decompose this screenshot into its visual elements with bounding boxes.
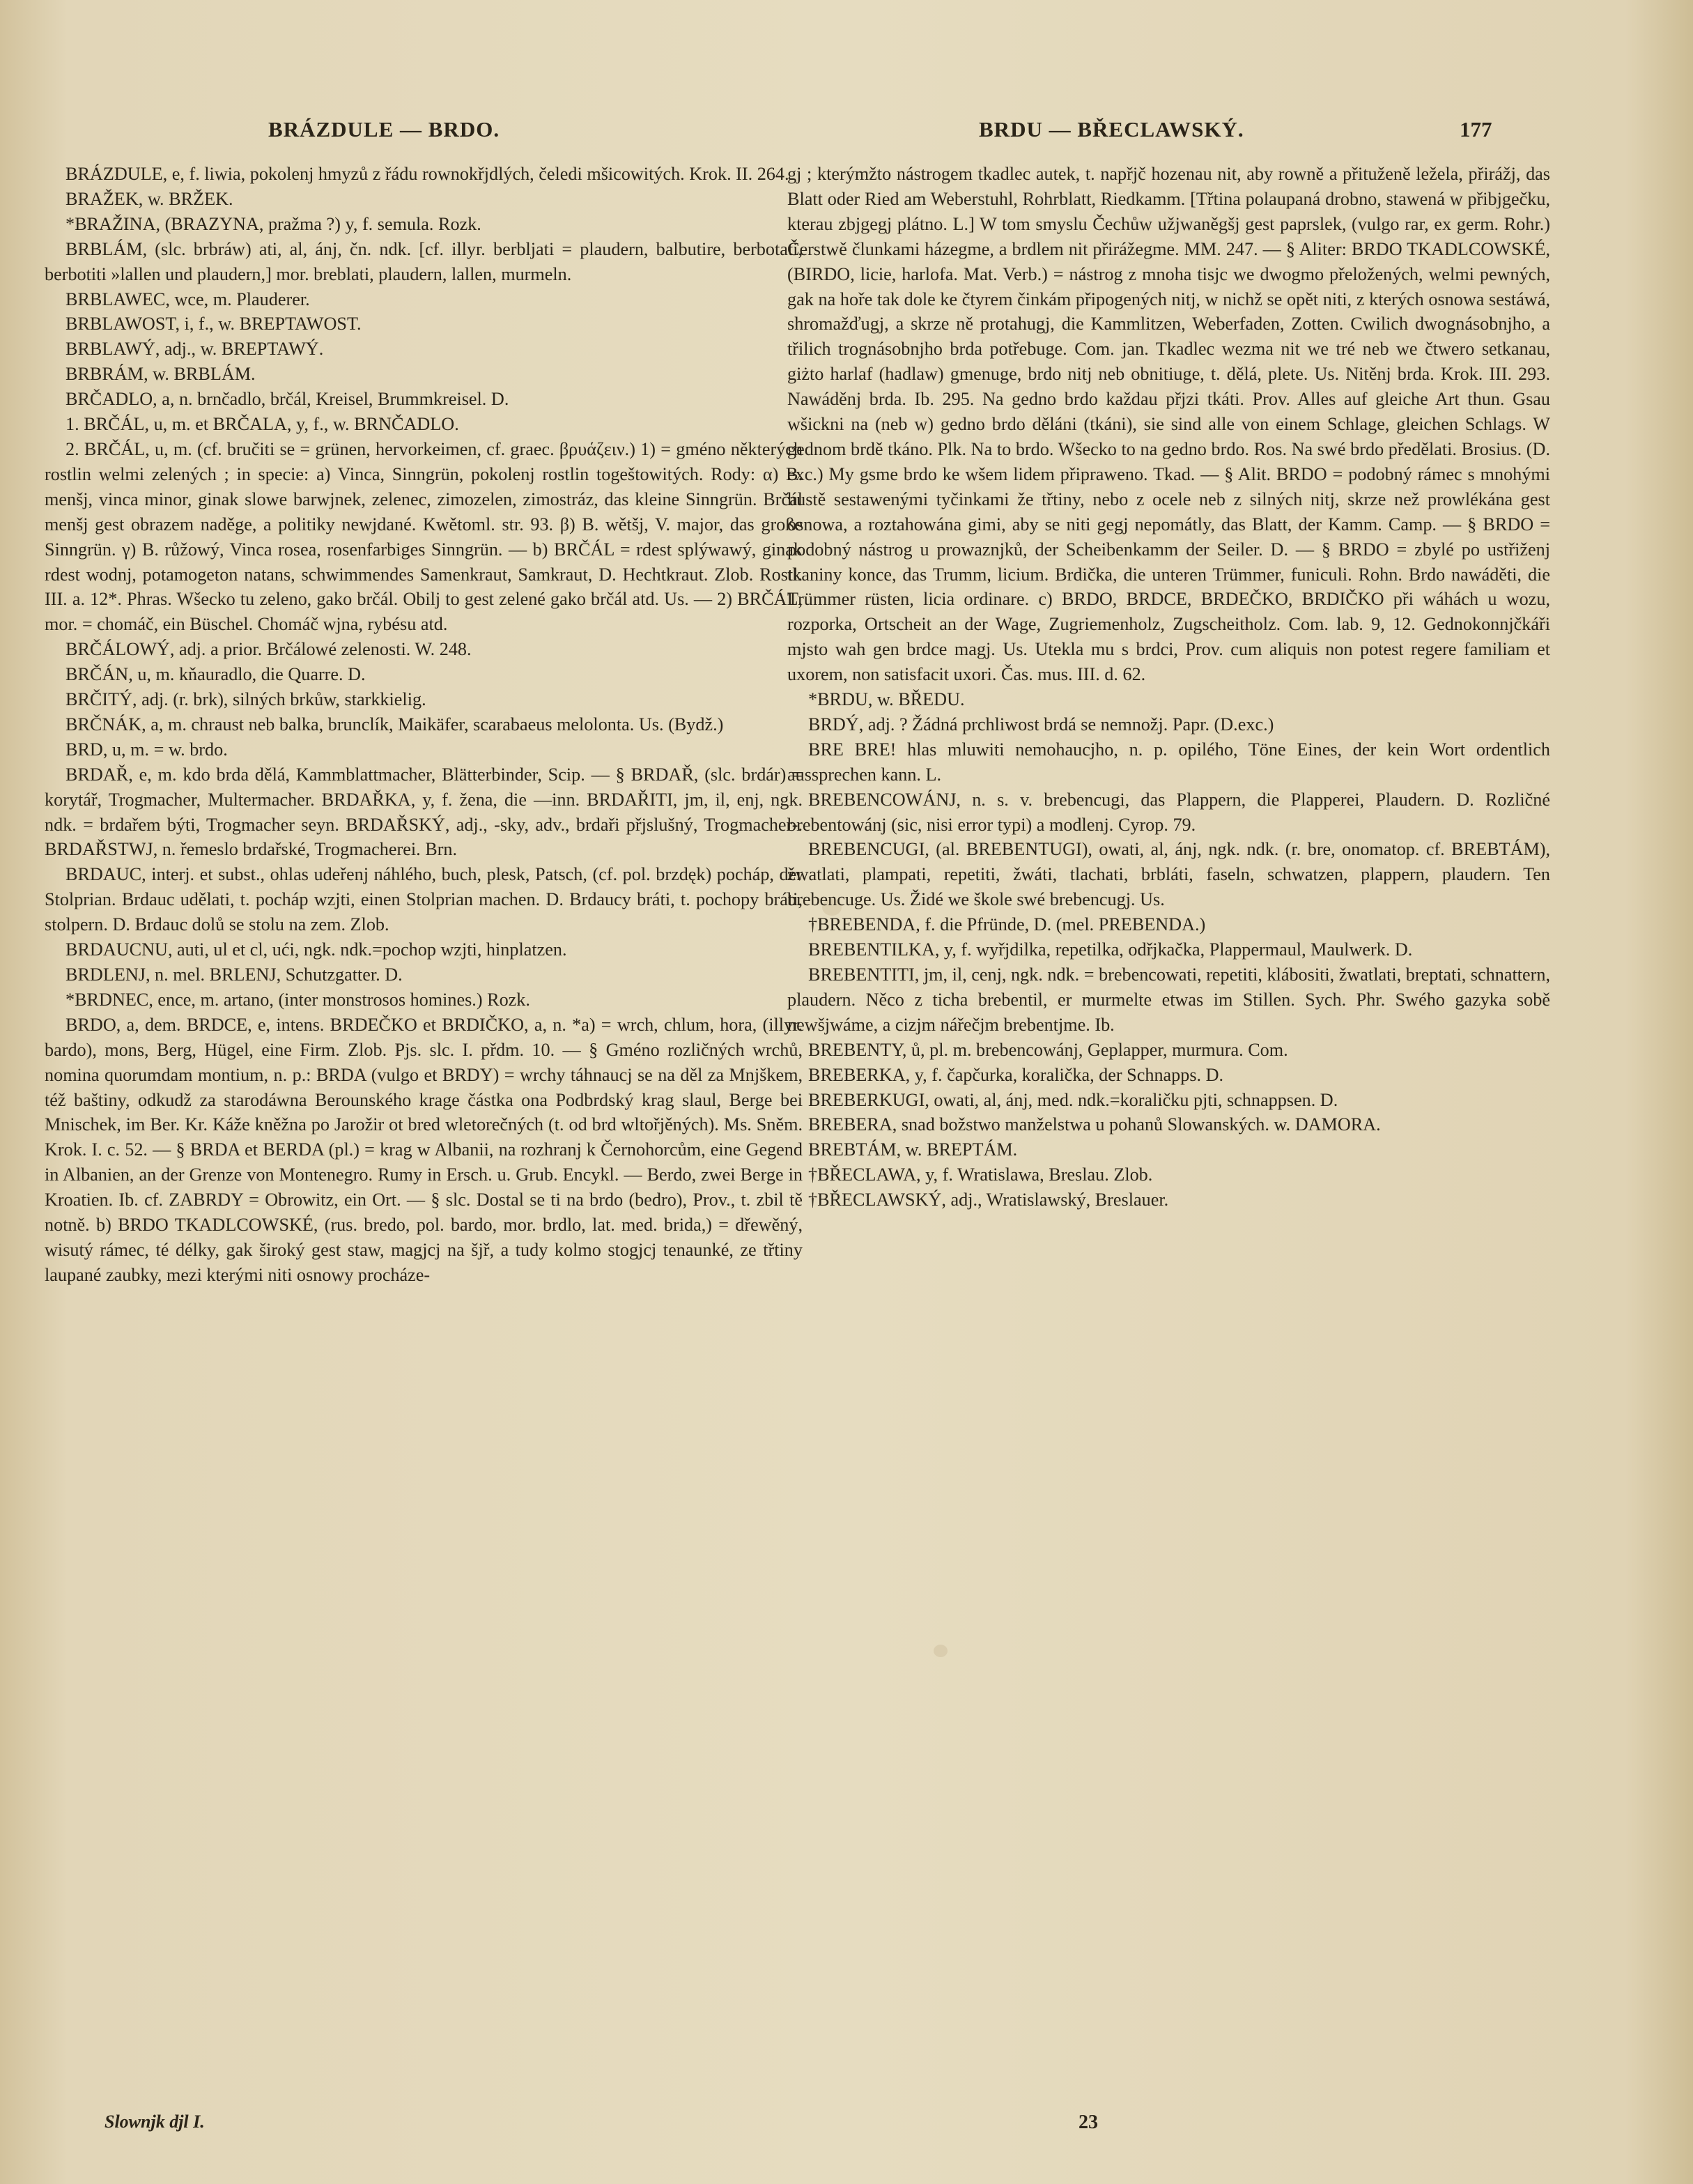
entry: BRE BRE! hlas mluwiti nemohaucjho, n. p. opilého, Töne Eines, der kein Wort ordentlich aussprechen kann. L. xyxy=(787,739,1550,785)
signature-mark: 23 xyxy=(1079,2112,1098,2133)
entry: BRDLENJ, n. mel. BRLENJ, Schutzgatter. D. xyxy=(65,964,403,985)
entry: *BRDU, w. BŘEDU. xyxy=(808,689,965,710)
page-number: 177 xyxy=(1460,117,1492,141)
entry: 1. BRČÁL, u, m. et BRČALA, y, f., w. BRNČADLO. xyxy=(65,414,459,435)
entry: BRDÝ, adj. ? Žádná prchliwost brdá se nemnožj. Papr. (D.exc.) xyxy=(808,714,1274,735)
entry: 2. BRČÁL, u, m. (cf. bručiti se = grünen, hervorkeimen, cf. graec. βρυάζειν.) 1) = gméno některých rostlin welmi zelených ; in specie: a) Vinca, Sinngrün, pokolenj rostlin togeštowitých. Rody: α) B. menšj, vinca minor, ginak slowe barwjnek, zelenec, zimozelen, zimostráz, das kleine Sinngrün. Brčál menšj gest obrazem naděge, a politiky newjdané. Kwětoml. str. 93. β) B. wětšj, V. major, das große Sinngrün. γ) B. růžowý, Vinca rosea, rosenfarbiges Sinngrün. — b) BRČÁL = rdest splýwawý, ginak rdest wodnj, potamogeton natans, schwimmendes Samenkraut, Samkraut, D. Hechtkraut. Zlob. Rostl. III. a. 12*. Phras. Wšecko tu zeleno, gako brčál. Obilj to gest zelené gako brčál atd. Us. — 2) BRČÁL, mor. = chomáč, ein Büschel. Chomáč wjna, rybésu atd. xyxy=(45,438,803,635)
entry: BREBERKUGI, owati, al, ánj, med. ndk.=koraličku pjti, schnappsen. D. xyxy=(808,1089,1338,1110)
entry: BRDAUC, interj. et subst., ohlas udeřenj náhlého, buch, plesk, Patsch, (cf. pol. brzdęk) pocháp, der Stolprian. Brdauc udělati, t. pocháp wzjti, einen Stolprian machen. D. Brdaucy bráti, t. pochopy bráti, stolpern. D. Brdauc dolů se stolu na zem. Zlob. xyxy=(45,864,803,935)
entry: *BRDNEC, ence, m. artano, (inter monstrosos homines.) Rozk. xyxy=(65,989,530,1010)
entry: BREBENTILKA, y, f. wyřjdilka, repetilka, odřjkačka, Plappermaul, Maulwerk. D. xyxy=(808,939,1413,960)
right-column xyxy=(787,162,1550,1213)
entry: BREBERKA, y, f. čapčurka, koralička, der Schnapps. D. xyxy=(808,1064,1224,1085)
entry: BRČITÝ, adj. (r. brk), silných brkůw, starkkielig. xyxy=(65,689,426,710)
entry: BRČÁN, u, m. kňauradlo, die Quarre. D. xyxy=(65,664,366,685)
entry: †BŘECLAWSKÝ, adj., Wratislawský, Breslauer. xyxy=(808,1190,1169,1210)
entry: BRÁZDULE, e, f. liwia, pokolenj hmyzů z řádu rownokřjdlých, čeledi mšicowitých. Krok. II. 264. xyxy=(65,164,789,184)
paper-stain xyxy=(934,1645,948,1657)
entry: BRBRÁM, w. BRBLÁM. xyxy=(65,364,256,385)
entry: BREBENCOWÁNJ, n. s. v. brebencugi, das Plappern, die Plapperei, Plaudern. D. Rozličné brebentowánj (sic, nisi error typi) a modlenj. Cyrop. 79. xyxy=(787,789,1550,835)
entry-continuation: gj ; kterýmžto nástrogem tkadlec autek, t. napřjč hozenau nit, aby rowně a přituženě ležela, přirážj, das Blatt oder Ried am Weberstuhl, Rohrblatt, Riedkamm. [Třtina polaupaná drobno, stawená w přibjgečku, kterau zbjgegj plátno. L.] W tom smyslu Čechůw užjwaněgšj gest paprslek, (vulgo rar, ex germ. Rohr.) Čerstwě člunkami házegme, a brdlem nit přirážegme. MM. 247. — § Aliter: BRDO TKADLCOWSKÉ, (BIRDO, licie, harlofa. Mat. Verb.) = nástrog z mnoha tisjc we dwogmo přeložených, welmi pewných, gak na hoře tak dole ke čtyrem činkám připogených nitj, w nichž se opět niti, z kterých osnowa sestáwá, shromažďugj, a skrze ně protahugj, die Kammlitzen, Weberfaden, Zotten. Cwilich dwognásobnjho, a třilich trognásobnjho brda potřebuge. Com. jan. Tkadlec wezma nit we tré neb we čtwero setkanau, giżto harlaf (hadlaw) gmenuge, brdo nitj neb obnitiuge, t. dělá, plete. Us. Nitěnj brda. Krok. III. 293. Nawáděnj brda. Ib. 295. Na gedno brdo každau přjzi tkáti. Prov. Alles auf gleiche Art thun. Gsau wšickni na (neb w) gedno brdo děláni (tkáni), sie sind alle von einem Schlage, gleichen Schlags. W gednom brdě tkáno. Plk. Na to brdo. Wšecko to na gedno brdo. Ros. Na swé brdo předělati. Brosius. (D. exc.) My gsme brdo ke wšem lidem připraweno. Tkad. — § Alit. BRDO = podobný rámec s mnohými hustě sestawenými tyčinkami že třtiny, nebo z ocele neb z silných nitj, skrze než prowlékána gest osnowa, a roztahowána gimi, aby se niti gegj nepomátly, das Blatt, der Kamm. Camp. — § BRDO = podobný nástrog u prowaznjků, der Scheibenkamm der Seiler. D. — § BRDO = zbylé po ustřiženj tkaniny konce, das Trumm, licium. Brdička, die unteren Trümmer, funiculi. Rohn. Brdo nawáděti, die Trümmer rüsten, licia ordinare. c) BRDO, BRDCE, BRDEČKO, BRDIČKO při wáhách u wozu, rozporka, Ortscheit an der Wage, Zugriemenholz, Zugscheitholz. Com. lab. 9, 12. Gednokonnjčkáři mjsto wah gen brdce magj. Us. Utekla mu s brdci, Prov. cum aliquis non potest regere familiam et uxorem, non satisfacit uxori. Čas. mus. III. d. 62. xyxy=(787,164,1550,685)
running-head-right: BRDU — BŘECLAWSKÝ. xyxy=(979,117,1244,141)
entry: BRBLAWÝ, adj., w. BREPTAWÝ. xyxy=(65,339,324,360)
entry: BRČNÁK, a, m. chraust neb balka, brunclík, Maikäfer, scarabaeus melolonta. Us. (Bydž.) xyxy=(65,714,724,735)
entry: BREBENCUGI, (al. BREBENTUGI), owati, al, ánj, ngk. ndk. (r. bre, onomatop. cf. BREBTÁM), žwatlati, plampati, repetiti, žwáti, tlachati, brbláti, faseln, schwatzen, plappern, plaudern. Ten brebencuge. Us. Židé we škole swé brebencugj. Us. xyxy=(787,839,1550,910)
entry: BRBLÁM, (slc. brbráw) ati, al, ánj, čn. ndk. [cf. illyr. berbljati = plaudern, balbutire, berbotati, berbotiti »lallen und plaudern,] mor. breblati, plaudern, lallen, murmeln. xyxy=(45,238,803,284)
entry: BREBTÁM, w. BREPTÁM. xyxy=(808,1139,1018,1160)
entry: *BRAŽINA, (BRAZYNA, pražma ?) y, f. semula. Rozk. xyxy=(65,213,481,234)
running-head-left: BRÁZDULE — BRDO. xyxy=(268,117,500,141)
entry: BRBLAWOST, i, f., w. BREPTAWOST. xyxy=(65,314,362,334)
entry: BRČÁLOWÝ, adj. a prior. Brčálowé zelenosti. W. 248. xyxy=(65,639,472,660)
entry: BRDAUCNU, auti, ul et cl, ući, ngk. ndk.=pochop wzjti, hinplatzen. xyxy=(65,939,567,960)
entry: †BREBENDA, f. die Pfründe, D. (mel. PREBENDA.) xyxy=(808,914,1206,935)
entry: BREBENTY, ů, pl. m. brebencowánj, Geplapper, murmura. Com. xyxy=(808,1039,1288,1060)
entry: BRČADLO, a, n. brnčadlo, brčál, Kreisel, Brummkreisel. D. xyxy=(65,389,509,410)
entry: BRDAŘ, e, m. kdo brda dělá, Kammblattmacher, Blätterbinder, Scip. — § BRDAŘ, (slc. brdár) = korytář, Trogmacher, Multermacher. BRDAŘKA, y, f. žena, die —inn. BRDAŘITI, jm, il, enj, ngk. ndk. = brdařem býti, Trogmacher seyn. BRDAŘSKÝ, adj., -sky, adv., brdaři přjslušný, Trogmacher-. BRDAŘSTWJ, n. řemeslo brdařské, Trogmacherei. Brn. xyxy=(45,764,803,860)
volume-footer: Slownjk djl I. xyxy=(105,2112,205,2132)
entry: †BŘECLAWA, y, f. Wratislawa, Breslau. Zlob. xyxy=(808,1164,1153,1185)
left-column xyxy=(45,162,803,1288)
entry: BRD, u, m. = w. brdo. xyxy=(65,739,228,760)
entry: BRBLAWEC, wce, m. Plauderer. xyxy=(65,289,310,309)
entry: BREBERA, snad božstwo manželstwa u pohanů Slowanských. w. DAMORA. xyxy=(808,1114,1381,1135)
entry: BRAŽEK, w. BRŽEK. xyxy=(65,188,233,209)
entry: BRDO, a, dem. BRDCE, e, intens. BRDEČKO et BRDIČKO, a, n. *a) = wrch, chlum, hora, (illyr. bardo), mons, Berg, Hügel, eine Firm. Zlob. Pjs. slc. I. přdm. 10. — § Gméno rozličných wrchů, nomina quorumdam montium, n. p.: BRDA (vulgo et BRDY) = wrchy táhnaucj se na děl za Mnjškem, též baštiny, odkudž za starodáwna Berounského krage částka ona Podbrdský krag slaul, Berge bei Mnischek, im Ber. Kr. Káže kněžna po Jarožir ot bred wletorečných (t. od brd wltořjěných). Ms. Sněm. Krok. I. c. 52. — § BRDA et BERDA (pl.) = krag w Albanii, na rozhranj k Černohorcům, eine Gegend in Albanien, an der Grenze von Montenegro. Rumy in Ersch. u. Grub. Encykl. — Berdo, zwei Berge in Kroatien. Ib. cf. ZABRDY = Obrowitz, ein Ort. — § slc. Dostal se ti na brdo (bedro), Prov., t. zbil tě notně. b) BRDO TKADLCOWSKÉ, (rus. bredo, pol. bardo, mor. brdlo, lat. med. brida,) = dřewěný, wisutý rámec, té délky, gak široký gest staw, magjcj na šjř, a tudy kolmo stogjcj tenaunké, ze třtiny laupané zaubky, mezi kterými niti osnowy procháze- xyxy=(45,1014,803,1285)
entry: BREBENTITI, jm, il, cenj, ngk. ndk. = brebencowati, repetiti, klábositi, žwatlati, breptati, schnattern, plaudern. Něco z ticha brebentil, er murmelte etwas im Stillen. Sych. Phr. Swého gazyka sobě newšjwáme, a cizjm nářečjm brebentjme. Ib. xyxy=(787,964,1550,1035)
